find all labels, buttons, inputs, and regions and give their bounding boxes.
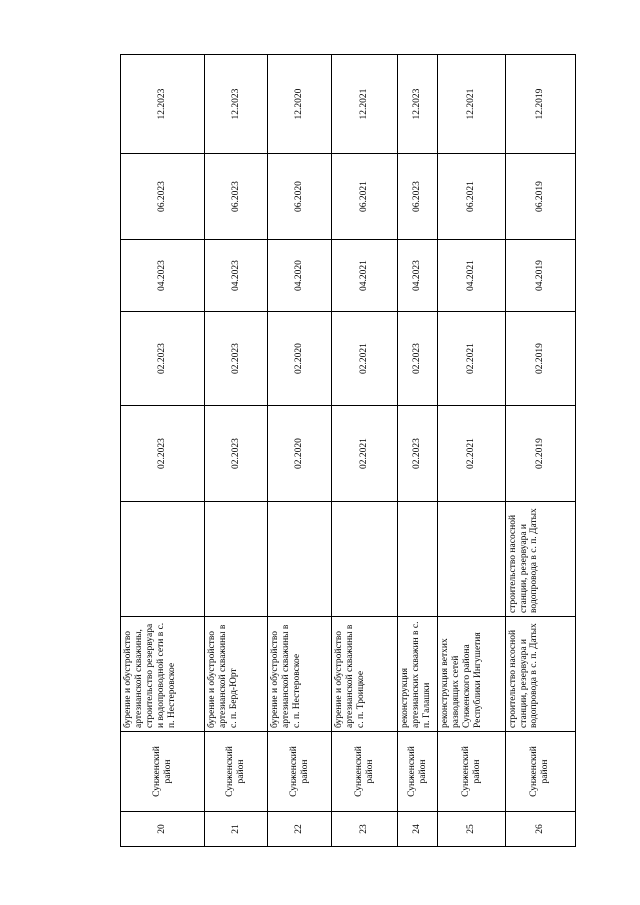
date-cell-4: 06.2023 xyxy=(398,154,438,240)
date-cell-5: 12.2020 xyxy=(268,55,332,154)
date-cell-2: 02.2021 xyxy=(438,312,505,406)
date-cell-3: 04.2023 xyxy=(398,240,438,312)
date-cell-3: 04.2021 xyxy=(332,240,398,312)
date-cell-3: 04.2020 xyxy=(268,240,332,312)
object-alt-cell xyxy=(121,502,205,617)
date-cell-1: 02.2020 xyxy=(268,406,332,502)
table-row xyxy=(121,55,205,847)
table-row xyxy=(332,55,398,847)
date-cell-3: 04.2023 xyxy=(205,240,268,312)
date-cell-4: 06.2020 xyxy=(268,154,332,240)
date-cell-5: 12.2023 xyxy=(398,55,438,154)
district-cell: Сунженский район xyxy=(505,732,575,812)
object-alt-cell: строительство насосной станции, резервуара и водопровода в с. п. Датых xyxy=(505,502,575,617)
object-cell: бурение и обустройство артезианской скважины, строительство резервуара и водопроводной сети в с. п. Нестеровское xyxy=(121,617,205,732)
date-cell-5: 12.2021 xyxy=(332,55,398,154)
object-cell: бурение и обустройство артезианской скважины в с. п. Берд-Юрт xyxy=(205,617,268,732)
table-row xyxy=(398,55,438,847)
date-cell-1: 02.2021 xyxy=(438,406,505,502)
object-cell: бурение и обустройство артезианской скважины в с. п. Троицкое xyxy=(332,617,398,732)
row-number: 21 xyxy=(205,812,268,847)
date-cell-5: 12.2019 xyxy=(505,55,575,154)
date-cell-3: 04.2021 xyxy=(438,240,505,312)
row-number: 24 xyxy=(398,812,438,847)
date-cell-5: 12.2023 xyxy=(121,55,205,154)
date-cell-1: 02.2019 xyxy=(505,406,575,502)
object-alt-cell xyxy=(268,502,332,617)
date-cell-1: 02.2021 xyxy=(332,406,398,502)
object-alt-cell xyxy=(438,502,505,617)
rotated-page xyxy=(120,55,576,847)
date-cell-4: 06.2019 xyxy=(505,154,575,240)
date-cell-1: 02.2023 xyxy=(121,406,205,502)
table-row xyxy=(205,55,268,847)
object-cell: реконструкция ветхих разводящих сетей Сунженского района Республики Ингушетия xyxy=(438,617,505,732)
date-cell-2: 02.2020 xyxy=(268,312,332,406)
date-cell-2: 02.2023 xyxy=(205,312,268,406)
rotated-content xyxy=(120,55,576,847)
date-cell-5: 12.2021 xyxy=(438,55,505,154)
row-number: 26 xyxy=(505,812,575,847)
date-cell-3: 04.2023 xyxy=(121,240,205,312)
table-row xyxy=(268,55,332,847)
date-cell-1: 02.2023 xyxy=(398,406,438,502)
object-alt-cell xyxy=(205,502,268,617)
date-cell-2: 02.2023 xyxy=(121,312,205,406)
object-cell: бурение и обустройство артезианской скважины в с. п. Нестеровское xyxy=(268,617,332,732)
district-cell: Сунженский район xyxy=(332,732,398,812)
row-number: 22 xyxy=(268,812,332,847)
object-cell: реконструкция артезианских скважин в с. п. Галашки xyxy=(398,617,438,732)
schedule-table xyxy=(120,54,576,847)
district-cell: Сунженский район xyxy=(268,732,332,812)
date-cell-4: 06.2021 xyxy=(332,154,398,240)
district-cell: Сунженский район xyxy=(438,732,505,812)
date-cell-2: 02.2021 xyxy=(332,312,398,406)
district-cell: Сунженский район xyxy=(398,732,438,812)
object-alt-cell xyxy=(398,502,438,617)
row-number: 25 xyxy=(438,812,505,847)
date-cell-4: 06.2021 xyxy=(438,154,505,240)
date-cell-2: 02.2023 xyxy=(398,312,438,406)
date-cell-4: 06.2023 xyxy=(205,154,268,240)
table-row xyxy=(438,55,505,847)
row-number: 20 xyxy=(121,812,205,847)
date-cell-5: 12.2023 xyxy=(205,55,268,154)
object-alt-cell xyxy=(332,502,398,617)
table-row xyxy=(505,55,575,847)
date-cell-3: 04.2019 xyxy=(505,240,575,312)
object-cell: строительство насосной станции, резервуара и водопровода в с. п. Датых xyxy=(505,617,575,732)
date-cell-2: 02.2019 xyxy=(505,312,575,406)
district-cell: Сунженский район xyxy=(205,732,268,812)
row-number: 23 xyxy=(332,812,398,847)
date-cell-1: 02.2023 xyxy=(205,406,268,502)
district-cell: Сунженский район xyxy=(121,732,205,812)
date-cell-4: 06.2023 xyxy=(121,154,205,240)
